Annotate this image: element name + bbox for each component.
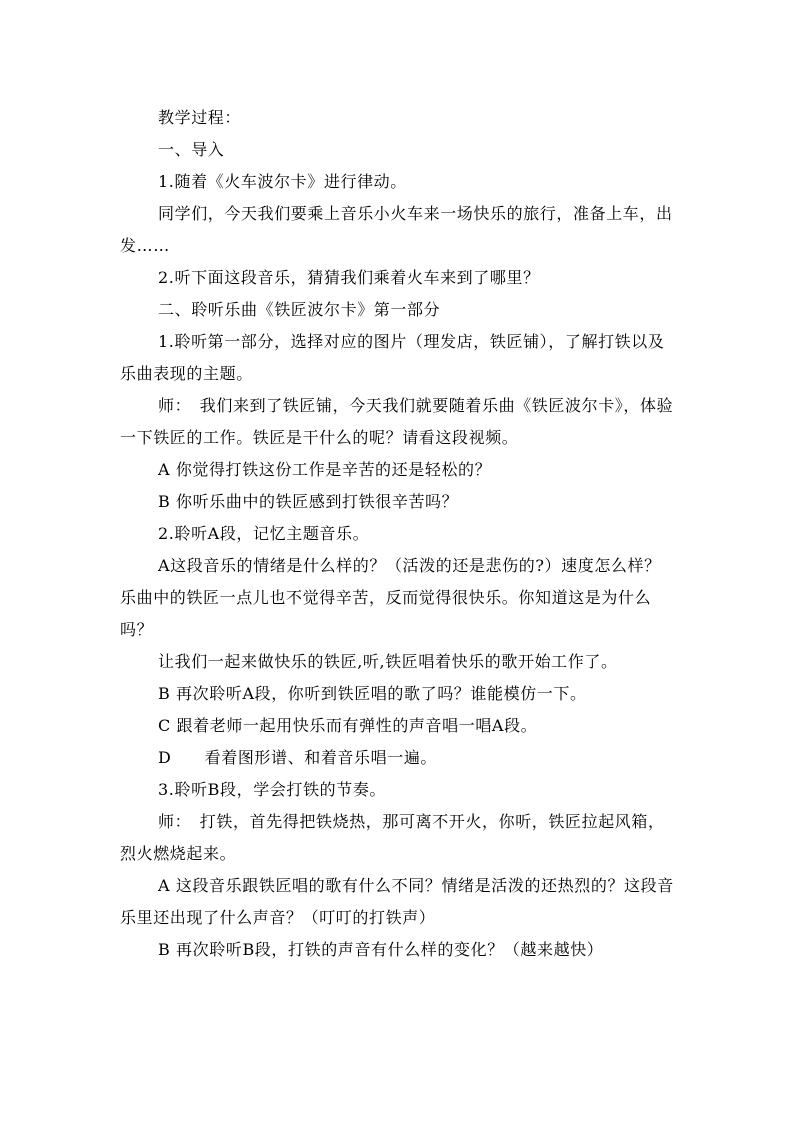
paragraph: 师： 打铁，首先得把铁烧热，那可离不开火，你听，铁匠拉起风箱，烈火燃烧起来。 xyxy=(120,812,665,863)
paragraph: B 再次聆听A段，你听到铁匠唱的歌了吗？谁能模仿一下。 xyxy=(158,684,587,703)
section-heading-process: 教学过程： xyxy=(158,108,242,127)
paragraph: 3.聆听B段，学会打铁的节奏。 xyxy=(158,780,387,799)
paragraph: A这段音乐的情绪是什么样的？（活泼的还是悲伤的?）速度怎么样？ 乐曲中的铁匠一点儿也不觉得辛苦，反而觉得很快乐。你知道这是为什么吗？ xyxy=(120,556,678,639)
document-body xyxy=(120,102,678,966)
paragraph: B 再次聆听B段，打铁的声音有什么样的变化？（越来越快） xyxy=(158,940,604,959)
section-heading-intro: 一、导入 xyxy=(158,140,225,159)
paragraph: 1.聆听第一部分，选择对应的图片（理发店，铁匠铺），了解打铁以及乐曲表现的主题。 xyxy=(120,332,665,383)
paragraph: C 跟着老师一起用快乐而有弹性的声音唱一唱A段。 xyxy=(158,716,538,735)
paragraph: 让我们一起来做快乐的铁匠,听,铁匠唱着快乐的歌开始工作了。 xyxy=(158,652,618,671)
paragraph: 同学们，今天我们要乘上音乐小火车来一场快乐的旅行，准备上车，出发…… xyxy=(120,204,673,255)
paragraph: A 你觉得打铁这份工作是辛苦的还是轻松的？ xyxy=(158,460,492,479)
paragraph: A 这段音乐跟铁匠唱的歌有什么不同？情绪是活泼的还热烈的？这段音乐里还出现了什么声音？（叮叮的打铁声） xyxy=(120,876,674,927)
paragraph: D 看着图形谱、和着音乐唱一遍。 xyxy=(158,748,438,767)
paragraph: 2.聆听A段，记忆主题音乐。 xyxy=(158,524,370,543)
paragraph: 2.听下面这段音乐，猜猜我们乘着火车来到了哪里？ xyxy=(158,268,540,287)
paragraph: 师： 我们来到了铁匠铺，今天我们就要随着乐曲《铁匠波尔卡》，体验一下铁匠的工作。铁匠是干什么的呢？请看这段视频。 xyxy=(120,396,674,447)
paragraph: B 你听乐曲中的铁匠感到打铁很辛苦吗？ xyxy=(158,492,459,511)
section-heading-listening: 二、聆听乐曲《铁匠波尔卡》第一部分 xyxy=(158,300,441,319)
paragraph: 1.随着《火车波尔卡》进行律动。 xyxy=(158,172,407,191)
